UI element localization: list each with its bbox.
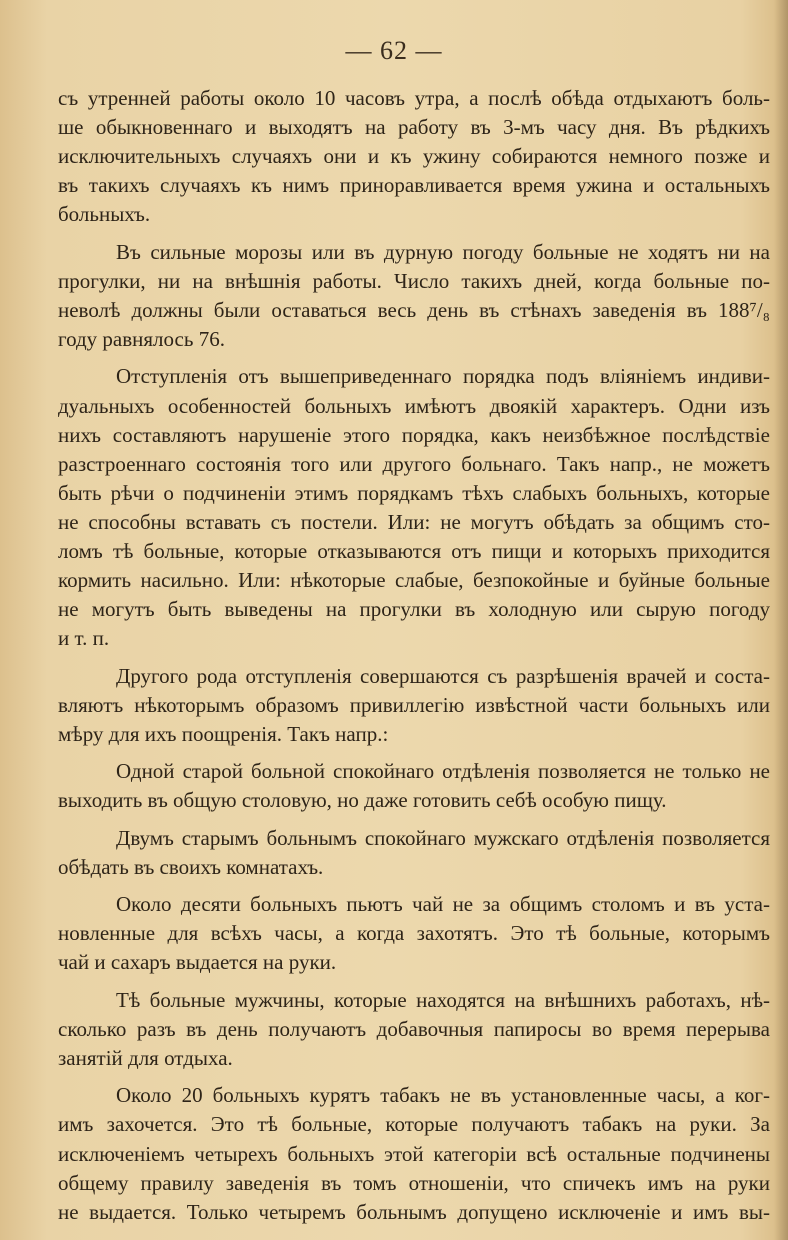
text-line: ше обыкновеннаго и выходятъ на работу въ 3-мъ часу дня. Въ рѣдкихъ xyxy=(58,115,770,140)
text-line: обѣдать въ своихъ комнатахъ. xyxy=(58,854,324,879)
text-line: Около 20 больныхъ курятъ табакъ не въ установленные часы, а ког- xyxy=(116,1083,770,1108)
text-line: съ утренней работы около 10 часовъ утра, а послѣ обѣда отдыхаютъ боль- xyxy=(58,86,770,110)
text-line: Тѣ больные мужчины, которые находятся на внѣшнихъ работахъ, нѣ- xyxy=(116,987,770,1012)
paragraph-gap xyxy=(58,749,770,757)
text-line: общему правилу заведенія въ томъ отношеніи, что спичекъ имъ на руки xyxy=(58,1170,770,1195)
text-line: ломъ тѣ больные, которые отказываются отъ пищи и которыхъ приходится xyxy=(58,539,770,563)
text-line: кормить насильно. Или: нѣкоторые слабые, безпокойные и буйные больные xyxy=(58,568,770,593)
text-line: новленные для всѣхъ часы, а когда захотятъ. Это тѣ больные, которымъ xyxy=(58,921,770,946)
text-line: сколько разъ въ день получаютъ добавочныя папиросы во время перерыва xyxy=(58,1016,770,1041)
text-line: Въ сильные морозы или въ дурную погоду больные не ходятъ ни на xyxy=(116,239,770,264)
paragraph-gap xyxy=(58,229,770,237)
paragraph-gap xyxy=(58,815,770,823)
text-line: чай и сахаръ выдается на руки. xyxy=(58,950,337,975)
text-line: въ такихъ случаяхъ къ нимъ приноравливается время ужина и остальныхъ xyxy=(58,173,770,198)
text-line: выходить въ общую столовую, но даже готовить себѣ особую пищу. xyxy=(58,788,667,813)
text-line: неволѣ должны были оставаться весь день въ стѣнахъ заведенія въ 188⁷/₈ xyxy=(58,297,770,322)
text-line: Другого рода отступленія совершаются съ разрѣшенія врачей и соста- xyxy=(116,663,770,688)
text-line: не способны вставать съ постели. Или: не могутъ обѣдать за общимъ сто- xyxy=(58,509,770,534)
page-spine-shadow xyxy=(774,0,788,1240)
body-text xyxy=(58,84,770,1227)
text-line: разстроеннаго состоянія того или другого больнаго. Такъ напр., не можетъ xyxy=(58,451,770,476)
text-line: занятій для отдыха. xyxy=(58,1045,233,1070)
text-line: вляютъ нѣкоторымъ образомъ привиллегію извѣстной части больныхъ или xyxy=(58,692,770,717)
paragraph-gap xyxy=(58,882,770,890)
page-number: — 62 — xyxy=(345,36,443,65)
text-line: исключеніемъ четырехъ больныхъ этой категоріи всѣ остальные подчинены xyxy=(58,1141,770,1166)
text-line: нихъ составляютъ нарушеніе этого порядка, какъ неизбѣжное послѣдствіе xyxy=(58,422,770,447)
text-line: не могутъ быть выведены на прогулки въ холодную или сырую погоду xyxy=(58,597,770,622)
text-line: мѣру для ихъ поощренія. Такъ напр.: xyxy=(58,721,389,746)
paragraph-gap xyxy=(58,354,770,362)
text-line: исключительныхъ случаяхъ они и къ ужину собираются немного позже и xyxy=(58,144,770,169)
paragraph-gap xyxy=(58,1073,770,1081)
text-line: году равнялось 76. xyxy=(58,327,225,352)
text-line: больныхъ. xyxy=(58,202,151,227)
text-line: быть рѣчи о подчиненіи этимъ порядкамъ тѣхъ слабыхъ больныхъ, которые xyxy=(58,480,770,505)
text-line: Двумъ старымъ больнымъ спокойнаго мужскаго отдѣленія позволяется xyxy=(116,825,770,850)
text-line: имъ захочется. Это тѣ больные, которые получаютъ табакъ на руки. За xyxy=(58,1112,770,1137)
paragraph-gap xyxy=(58,653,770,661)
text-line: прогулки, ни на внѣшнія работы. Число такихъ дней, когда больные по- xyxy=(58,268,770,293)
text-line: дуальныхъ особенностей больныхъ имѣютъ двоякій характеръ. Одни изъ xyxy=(58,393,770,418)
text-line: Отступленія отъ вышеприведеннаго порядка подъ вліяніемъ индиви- xyxy=(116,364,770,389)
text-line: Одной старой больной спокойнаго отдѣленія позволяется не только не xyxy=(116,759,770,784)
text-line: и т. п. xyxy=(58,626,110,651)
text-line: Около десяти больныхъ пьютъ чай не за общимъ столомъ и въ уста- xyxy=(116,892,770,917)
text-line: не выдается. Только четыремъ больнымъ допущено исключеніе и имъ вы- xyxy=(58,1199,770,1224)
paragraph-gap xyxy=(58,978,770,986)
